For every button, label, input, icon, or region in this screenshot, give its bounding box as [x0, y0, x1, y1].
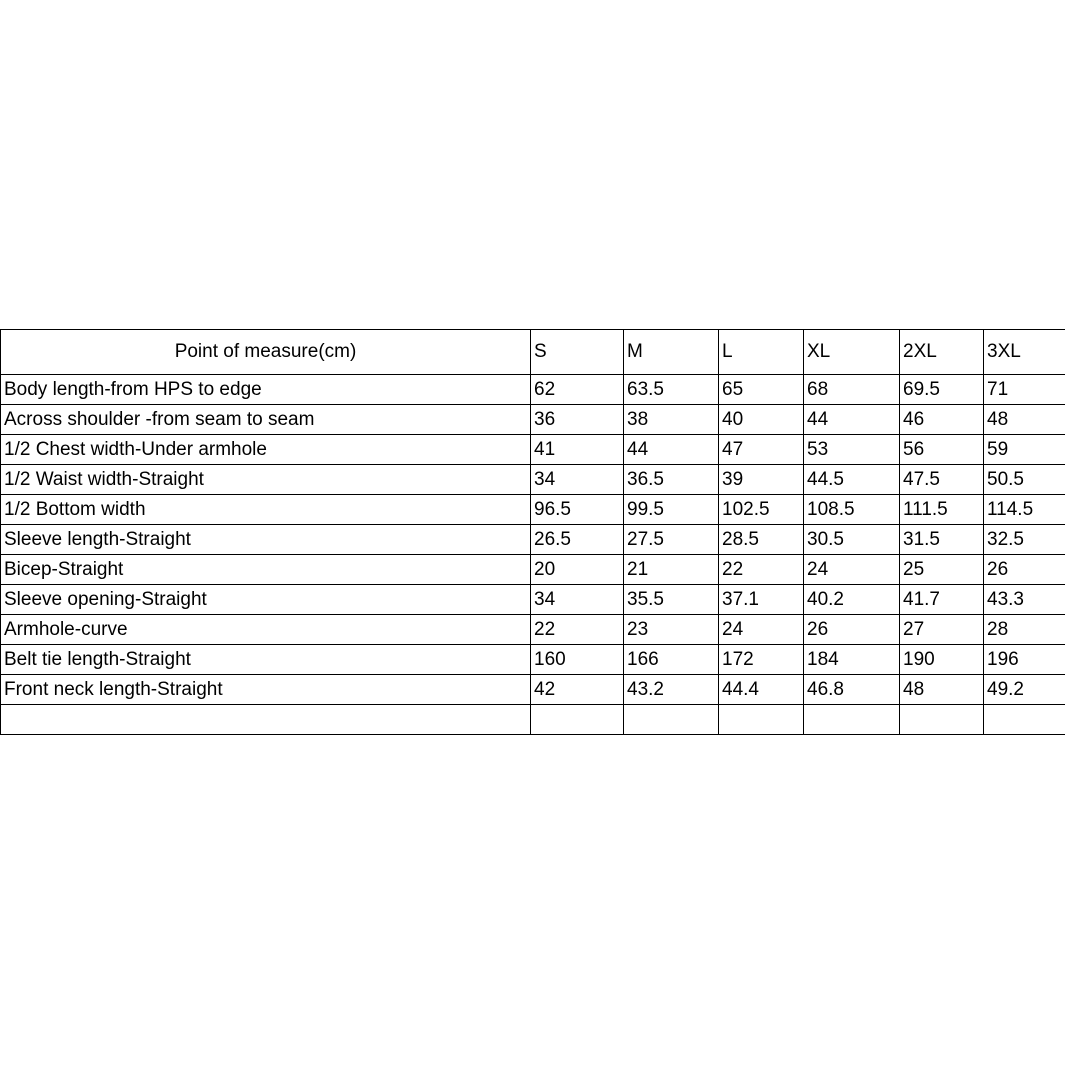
- value-cell-2xl: [900, 705, 984, 735]
- value-cell-s: 34: [531, 585, 624, 615]
- value-cell-s: 34: [531, 465, 624, 495]
- measure-label-cell: Belt tie length-Straight: [1, 645, 531, 675]
- value-cell-2xl: 111.5: [900, 495, 984, 525]
- size-header-s: S: [531, 330, 624, 375]
- measure-label-cell: 1/2 Bottom width: [1, 495, 531, 525]
- value-cell-xl: 184: [804, 645, 900, 675]
- value-cell-m: 21: [624, 555, 719, 585]
- value-cell-l: 37.1: [719, 585, 804, 615]
- table-row: [1, 495, 1065, 525]
- value-cell-m: 27.5: [624, 525, 719, 555]
- value-cell-m: 166: [624, 645, 719, 675]
- table-row: [1, 645, 1065, 675]
- value-cell-2xl: 47.5: [900, 465, 984, 495]
- value-cell-3xl: 114.5: [984, 495, 1065, 525]
- value-cell-3xl: [984, 705, 1065, 735]
- value-cell-s: 41: [531, 435, 624, 465]
- value-cell-3xl: 32.5: [984, 525, 1065, 555]
- value-cell-l: 22: [719, 555, 804, 585]
- value-cell-s: 96.5: [531, 495, 624, 525]
- value-cell-2xl: 69.5: [900, 375, 984, 405]
- value-cell-3xl: 26: [984, 555, 1065, 585]
- table-row: [1, 465, 1065, 495]
- value-cell-l: 172: [719, 645, 804, 675]
- value-cell-l: 65: [719, 375, 804, 405]
- value-cell-l: 40: [719, 405, 804, 435]
- value-cell-s: [531, 705, 624, 735]
- value-cell-3xl: 49.2: [984, 675, 1065, 705]
- value-cell-xl: 46.8: [804, 675, 900, 705]
- table-row: [1, 615, 1065, 645]
- value-cell-l: 102.5: [719, 495, 804, 525]
- size-chart-table: [0, 329, 1065, 735]
- measure-label-cell: Bicep-Straight: [1, 555, 531, 585]
- value-cell-m: 23: [624, 615, 719, 645]
- value-cell-l: 47: [719, 435, 804, 465]
- table-row: [1, 525, 1065, 555]
- measure-label-cell: [1, 705, 531, 735]
- table-header-row: [1, 330, 1065, 375]
- value-cell-m: 43.2: [624, 675, 719, 705]
- value-cell-2xl: 46: [900, 405, 984, 435]
- value-cell-xl: 44.5: [804, 465, 900, 495]
- size-header-2xl: 2XL: [900, 330, 984, 375]
- point-of-measure-header: Point of measure(cm): [1, 330, 531, 375]
- value-cell-l: 28.5: [719, 525, 804, 555]
- size-header-3xl: 3XL: [984, 330, 1065, 375]
- value-cell-2xl: 56: [900, 435, 984, 465]
- value-cell-2xl: 41.7: [900, 585, 984, 615]
- table-row: [1, 705, 1065, 735]
- value-cell-s: 160: [531, 645, 624, 675]
- value-cell-s: 42: [531, 675, 624, 705]
- value-cell-m: 44: [624, 435, 719, 465]
- value-cell-xl: 108.5: [804, 495, 900, 525]
- value-cell-m: 63.5: [624, 375, 719, 405]
- measure-label-cell: Sleeve opening-Straight: [1, 585, 531, 615]
- table-row: [1, 675, 1065, 705]
- measure-label-cell: Front neck length-Straight: [1, 675, 531, 705]
- value-cell-3xl: 50.5: [984, 465, 1065, 495]
- value-cell-2xl: 48: [900, 675, 984, 705]
- value-cell-l: 39: [719, 465, 804, 495]
- measure-label-cell: Sleeve length-Straight: [1, 525, 531, 555]
- value-cell-l: [719, 705, 804, 735]
- value-cell-xl: 44: [804, 405, 900, 435]
- table-row: [1, 405, 1065, 435]
- table-row: [1, 435, 1065, 465]
- value-cell-3xl: 59: [984, 435, 1065, 465]
- value-cell-2xl: 25: [900, 555, 984, 585]
- value-cell-xl: 53: [804, 435, 900, 465]
- value-cell-3xl: 196: [984, 645, 1065, 675]
- measure-label-cell: Body length-from HPS to edge: [1, 375, 531, 405]
- value-cell-xl: 30.5: [804, 525, 900, 555]
- value-cell-l: 44.4: [719, 675, 804, 705]
- value-cell-s: 22: [531, 615, 624, 645]
- value-cell-m: 99.5: [624, 495, 719, 525]
- value-cell-m: 36.5: [624, 465, 719, 495]
- value-cell-s: 20: [531, 555, 624, 585]
- value-cell-l: 24: [719, 615, 804, 645]
- value-cell-2xl: 27: [900, 615, 984, 645]
- table-row: [1, 585, 1065, 615]
- value-cell-m: 38: [624, 405, 719, 435]
- value-cell-3xl: 28: [984, 615, 1065, 645]
- value-cell-3xl: 43.3: [984, 585, 1065, 615]
- measure-label-cell: 1/2 Waist width-Straight: [1, 465, 531, 495]
- value-cell-3xl: 71: [984, 375, 1065, 405]
- measure-label-cell: Across shoulder -from seam to seam: [1, 405, 531, 435]
- size-header-l: L: [719, 330, 804, 375]
- table-row: [1, 375, 1065, 405]
- value-cell-xl: 26: [804, 615, 900, 645]
- size-header-xl: XL: [804, 330, 900, 375]
- measure-label-cell: 1/2 Chest width-Under armhole: [1, 435, 531, 465]
- table-row: [1, 555, 1065, 585]
- size-header-m: M: [624, 330, 719, 375]
- value-cell-s: 36: [531, 405, 624, 435]
- value-cell-m: [624, 705, 719, 735]
- value-cell-xl: 40.2: [804, 585, 900, 615]
- table-body: [1, 375, 1065, 735]
- value-cell-xl: 24: [804, 555, 900, 585]
- value-cell-s: 62: [531, 375, 624, 405]
- value-cell-xl: 68: [804, 375, 900, 405]
- value-cell-2xl: 190: [900, 645, 984, 675]
- value-cell-s: 26.5: [531, 525, 624, 555]
- measure-label-cell: Armhole-curve: [1, 615, 531, 645]
- value-cell-xl: [804, 705, 900, 735]
- value-cell-3xl: 48: [984, 405, 1065, 435]
- value-cell-2xl: 31.5: [900, 525, 984, 555]
- value-cell-m: 35.5: [624, 585, 719, 615]
